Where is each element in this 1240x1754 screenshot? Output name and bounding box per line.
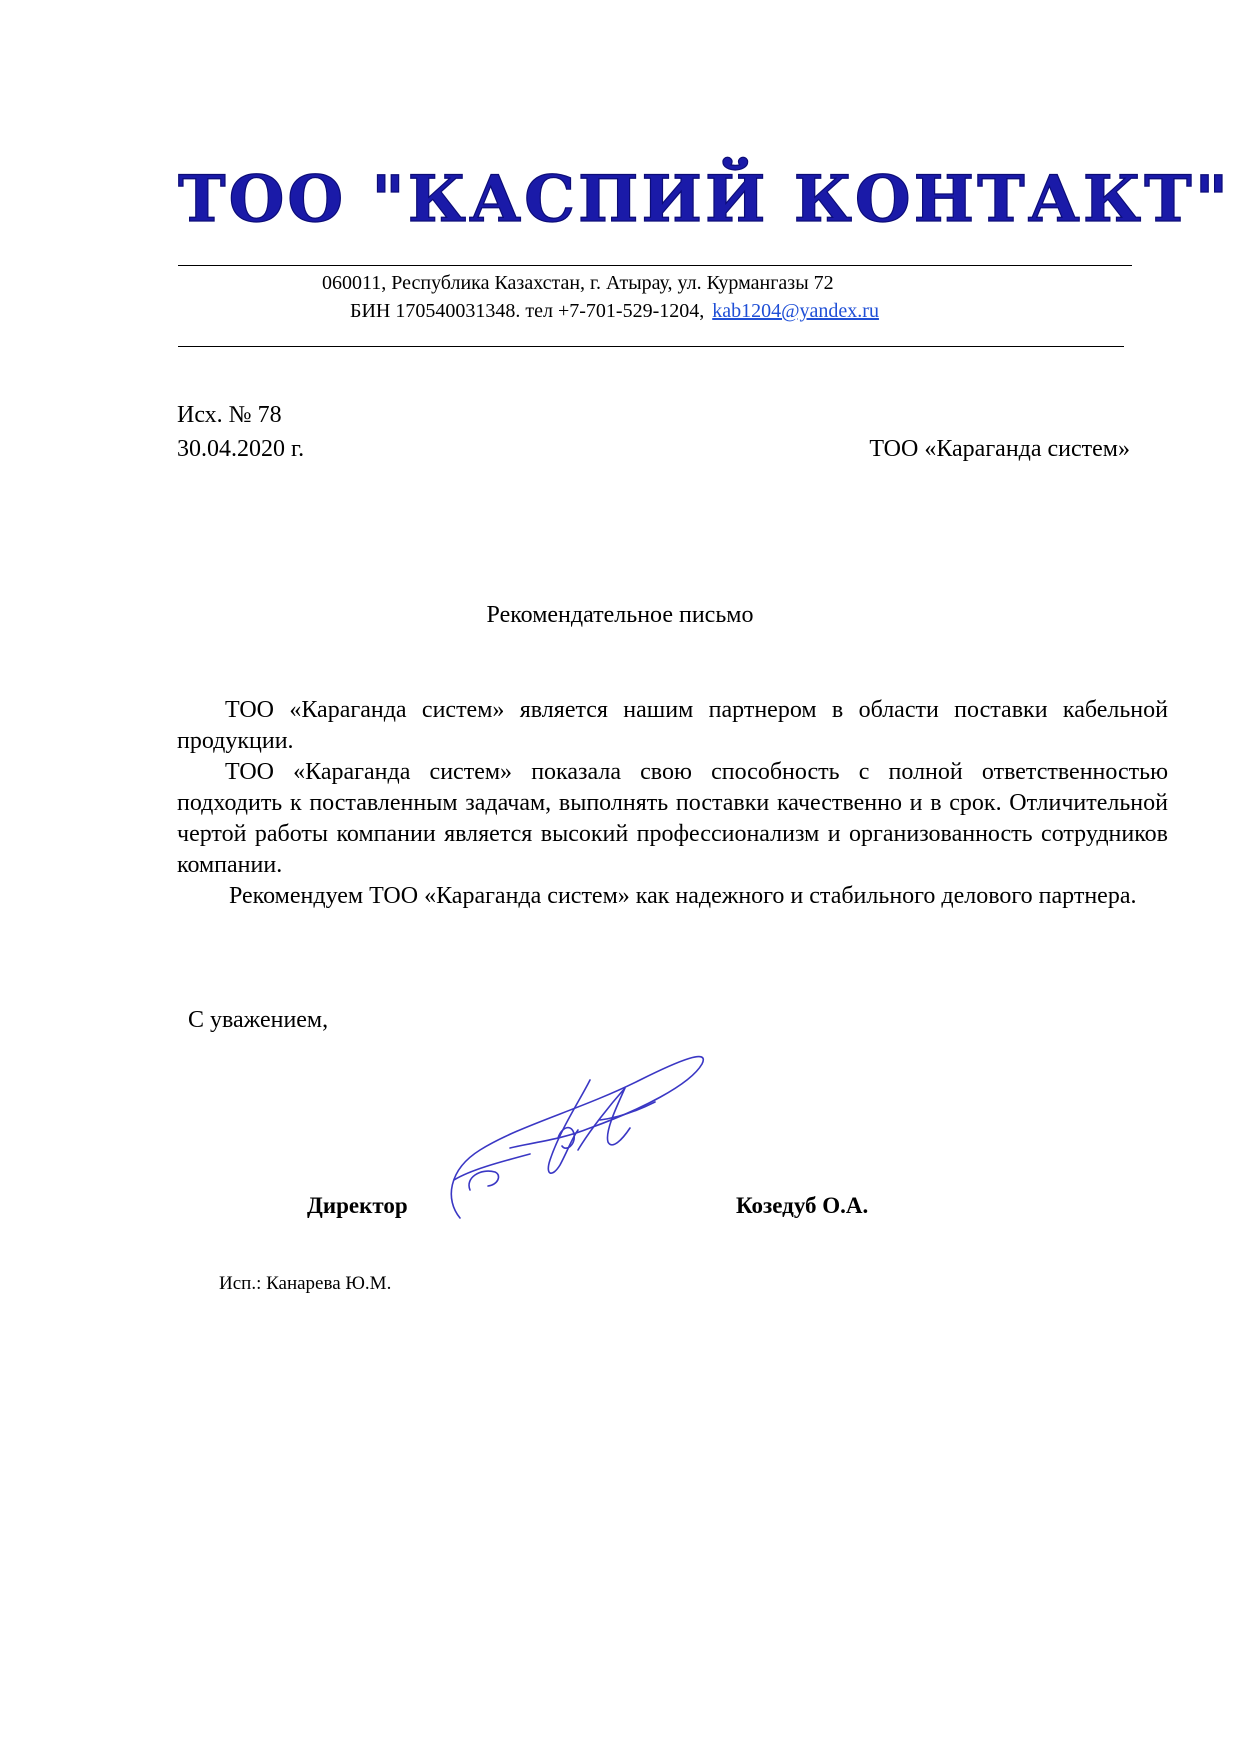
letter-date: 30.04.2020 г. (177, 436, 305, 462)
signer-position: Директор (307, 1193, 408, 1218)
body-paragraph: ТОО «Караганда систем» показала свою способность с полной ответственностью подходить к поставленным задачам, выполнять поставки качественно и в срок. Отличительной чертой работы компании является высокий профессионализм и организованность сотрудников компании. (177, 759, 1168, 878)
body-paragraph: Рекомендуем ТОО «Караганда систем» как надежного и стабильного делового партнера. (229, 883, 1137, 909)
body-paragraph: ТОО «Караганда систем» является нашим партнером в области поставки кабельной продукции. (177, 697, 1168, 754)
email-link[interactable]: kab1204@yandex.ru (712, 300, 879, 322)
company-address: 060011, Республика Казахстан, г. Атырау, ул. Курмангазы 72 (322, 272, 834, 294)
closing-regards: С уважением, (188, 1007, 329, 1033)
company-name-heading: ТОО "КАСПИЙ КОНТАКТ" (178, 162, 1232, 237)
letterhead-top-rule (178, 265, 1132, 266)
letterhead-bottom-rule (178, 346, 1124, 347)
letter-body (177, 695, 1168, 912)
signer-name: Козедуб О.А. (736, 1193, 869, 1218)
letter-title: Рекомендательное письмо (486, 602, 754, 628)
recipient: ТОО «Караганда систем» (869, 436, 1130, 462)
bin-phone-text: БИН 170540031348. тел +7-701-529-1204, (350, 300, 705, 322)
executor-note: Исп.: Канарева Ю.М. (219, 1273, 392, 1294)
outgoing-ref-number: Исх. № 78 (177, 402, 282, 428)
handwritten-signature (440, 1050, 730, 1220)
company-contacts (350, 300, 879, 323)
